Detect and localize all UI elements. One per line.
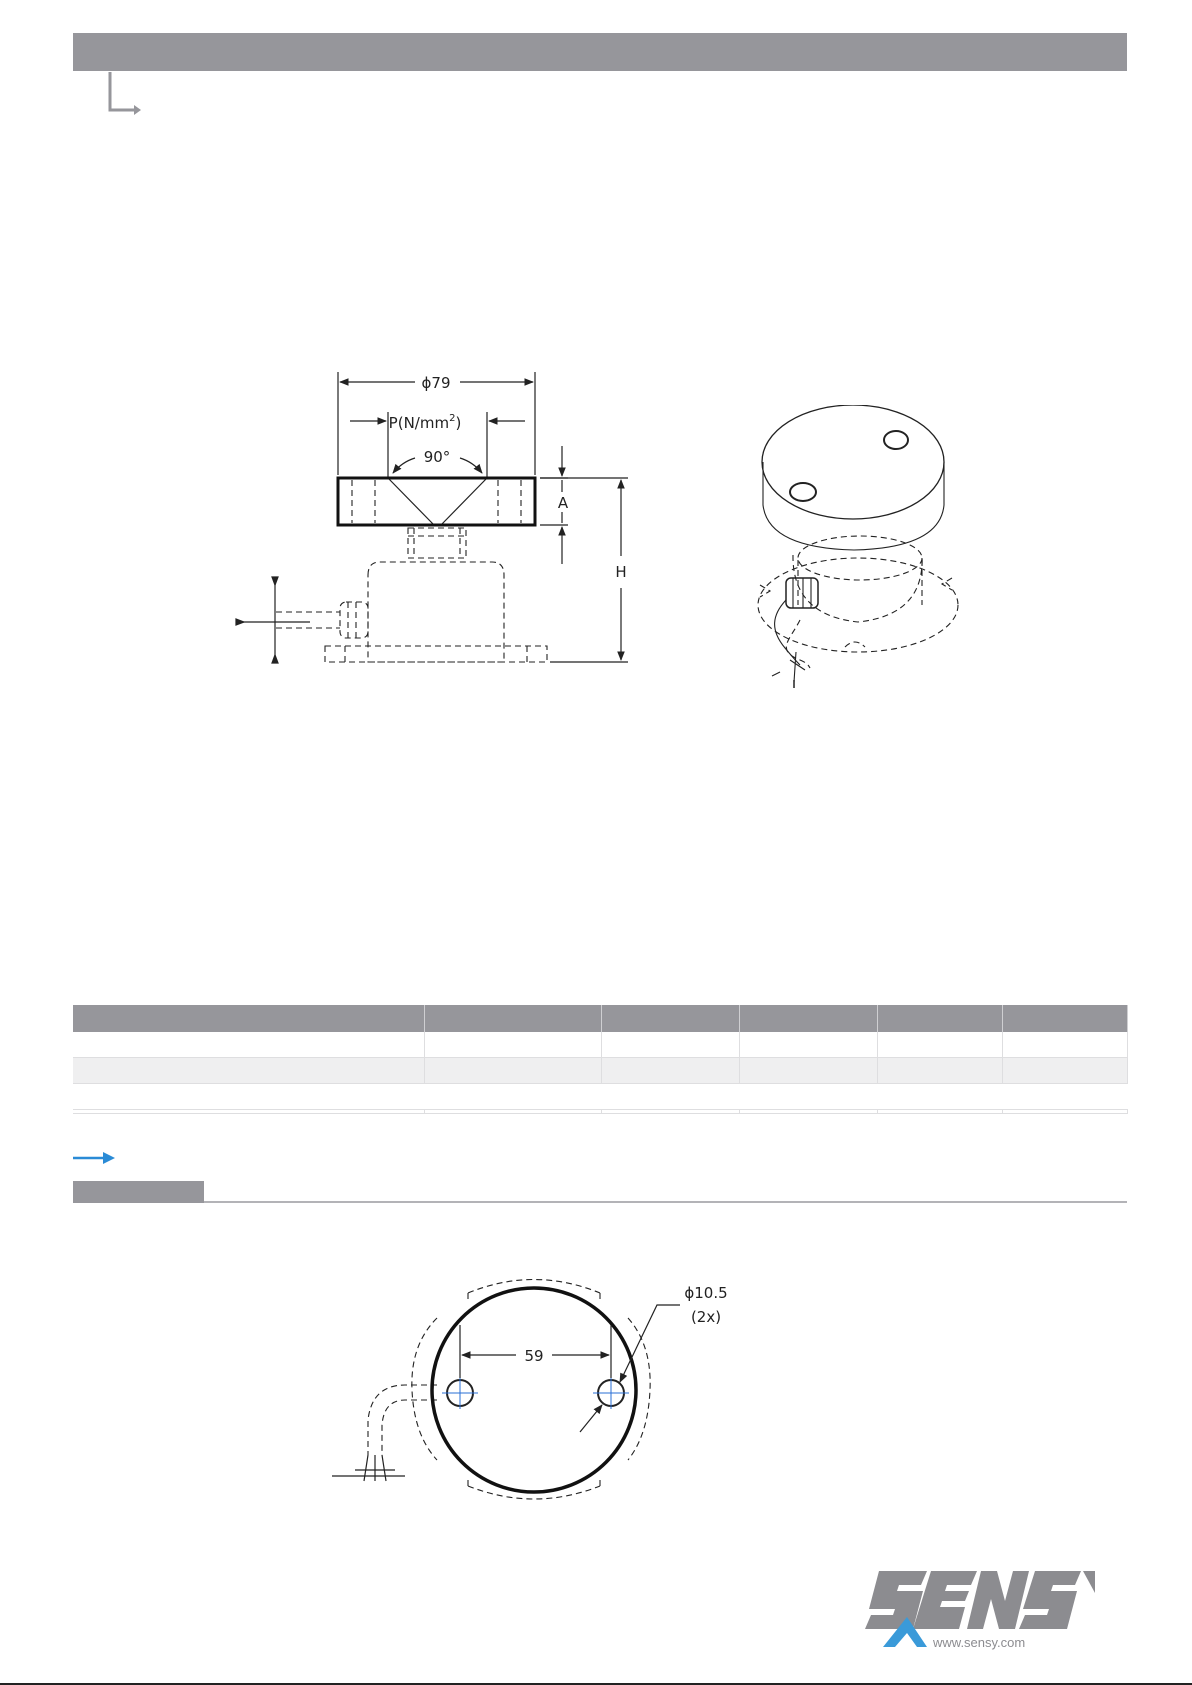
table-header-cell [1002,1005,1127,1032]
hole-diameter-label: ϕ10.5 [684,1284,728,1302]
dim-a-label: A [557,494,569,512]
table-cell [73,1032,424,1058]
table-cell [424,1032,601,1058]
corner-arrow-icon [100,70,144,118]
table-header-cell [424,1005,601,1032]
dim-h-label: H [615,563,627,581]
table-cell [424,1058,601,1084]
pressure-superscript: 2 [449,413,456,424]
top-view-drawing [325,1270,745,1520]
table-header-cell [877,1005,1002,1032]
section-arrow-icon [73,1150,117,1166]
angle-label: 90° [423,448,451,466]
header-bar [73,33,1127,71]
table-row [73,1110,1127,1114]
table-cell [1002,1058,1127,1084]
table-header-cell [601,1005,739,1032]
table-cell [73,1058,424,1084]
table-cell [739,1058,877,1084]
table-row [73,1032,1127,1058]
isometric-drawing [745,405,965,690]
svg-text:P(N/mm2) [389,413,462,432]
table-cell [1002,1032,1127,1058]
table-cell [877,1058,1002,1084]
section-divider [204,1201,1127,1203]
table-cell [877,1032,1002,1058]
table-cell [739,1032,877,1058]
pressure-label: P(N/mm [388,414,450,432]
diameter-label: ϕ79 [421,374,451,392]
table-header-row [73,1005,1127,1032]
spec-table [73,1005,1128,1114]
table-cell [601,1032,739,1058]
table-cell [601,1058,739,1084]
logo-url: www.sensy.com [933,1635,1026,1650]
table-header-cell [739,1005,877,1032]
hole-count-label: (2x) [690,1308,722,1326]
table-row [73,1058,1127,1084]
table-footer-cell [73,1084,1127,1110]
table-row [73,1084,1127,1110]
table-header-cell [73,1005,424,1032]
pressure-close: ) [455,414,462,432]
spacing-label: 59 [524,1347,544,1365]
side-elevation-drawing [225,360,645,680]
section-tab [73,1181,204,1203]
sensy-logo [865,1563,1095,1651]
